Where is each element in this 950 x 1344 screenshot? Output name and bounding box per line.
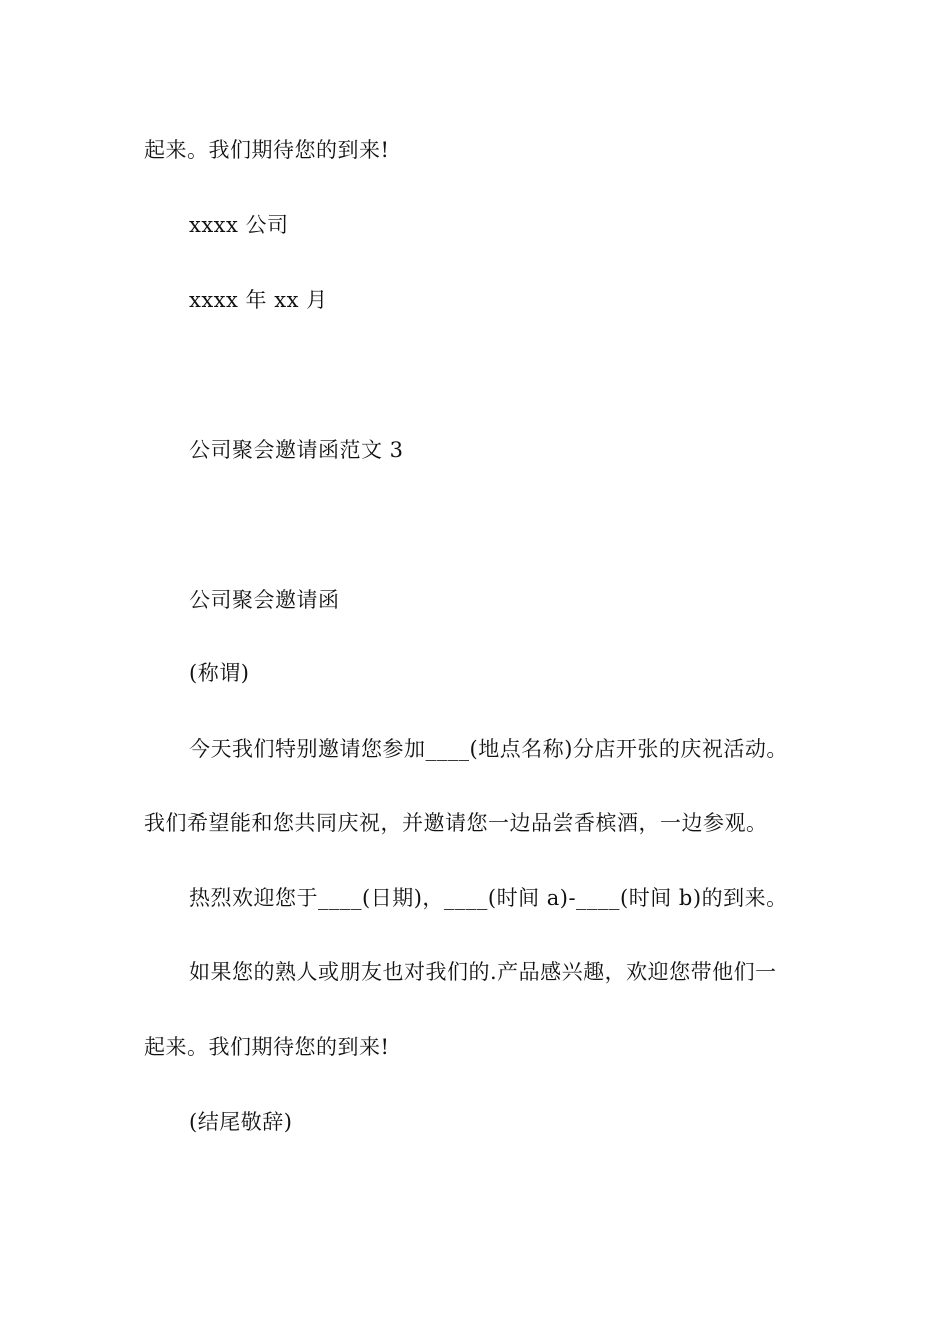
salutation: (称谓) [189, 661, 250, 685]
body-paragraph-3-cont: 起来。我们期待您的到来! [144, 1035, 390, 1059]
body-paragraph-2: 热烈欢迎您于____(日期)，____(时间 a)-____(时间 b)的到来。 [189, 886, 788, 910]
signature-date: xxxx 年 xx 月 [189, 288, 328, 312]
paragraph-continuation: 起来。我们期待您的到来! [144, 138, 390, 162]
body-paragraph-1: 今天我们特别邀请您参加____(地点名称)分店开张的庆祝活动。 [189, 737, 788, 761]
letter-title: 公司聚会邀请函 [189, 588, 340, 612]
body-paragraph-1-cont: 我们希望能和您共同庆祝，并邀请您一边品尝香槟酒，一边参观。 [144, 811, 768, 835]
section-heading: 公司聚会邀请函范文 3 [189, 438, 404, 462]
company-signature: xxxx 公司 [189, 213, 289, 237]
body-paragraph-3: 如果您的熟人或朋友也对我们的.产品感兴趣，欢迎您带他们一 [189, 960, 777, 984]
closing-salutation: (结尾敬辞) [189, 1110, 293, 1134]
